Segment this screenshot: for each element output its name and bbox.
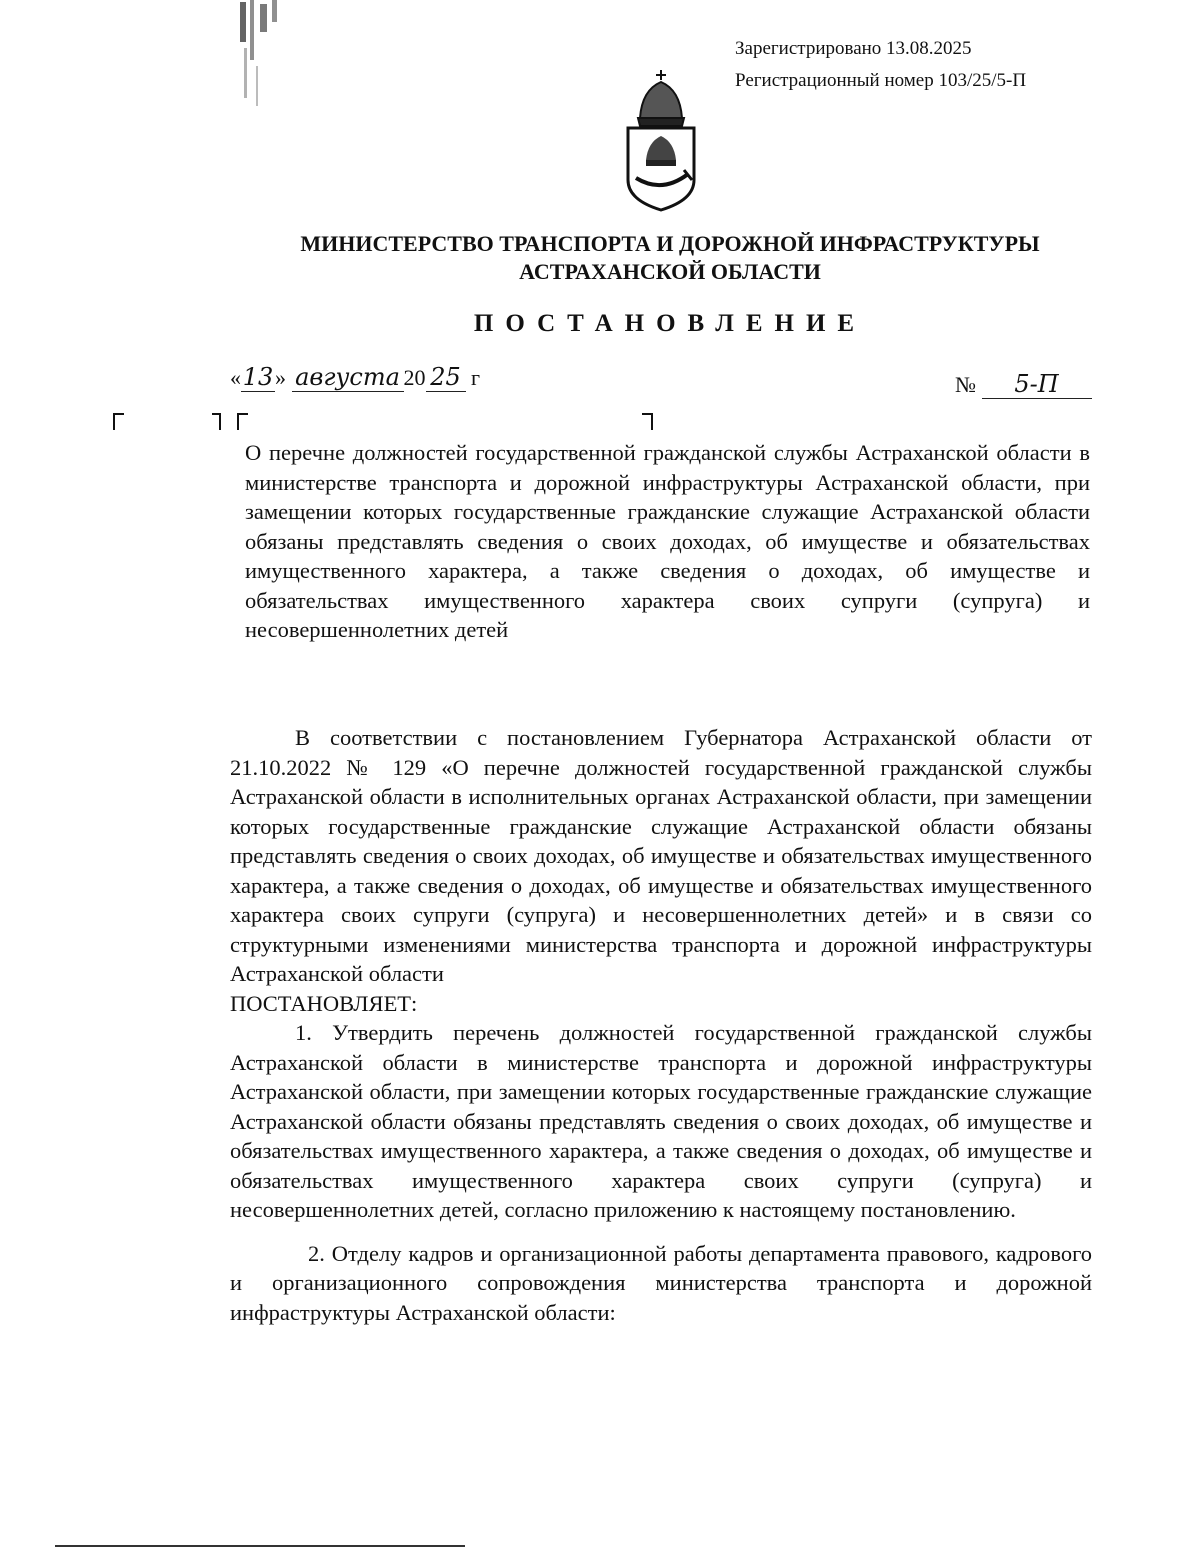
item-2-paragraph: 2. Отделу кадров и организационной работы департамента правового, кадрового и организационного сопровождения министерства транспорта и дорожной инфраструктуры Астраханской области: bbox=[230, 1240, 1092, 1325]
date-year-prefix: 20 bbox=[403, 365, 426, 390]
preamble-paragraph: В соответствии с постановлением Губернатора Астраханской области от 21.10.2022 № 129 «О перечне должностей государственной гражданской службы Астраханской области в исполнительных органах Астраханской области, при замещении которых государственные гражданские служащие Астраханской области обязаны представлять сведения о своих доходах, об имуществе и обязательствах имущественного характера, а также сведения о доходах, об имуществе и обязательствах имущественного характера своих супруги (супруга) и несовершеннолетних детей» и в связи со структурными изменениями министерства транспорта и дорожной инфраструктуры Астраханской области bbox=[230, 725, 1092, 986]
date-year-unit: г bbox=[471, 365, 481, 390]
registration-number: Регистрационный номер 103/25/5-П bbox=[735, 70, 1027, 91]
ministry-name bbox=[240, 230, 1100, 286]
number-label: № bbox=[955, 372, 976, 397]
date-day: 13 bbox=[242, 363, 274, 391]
document-body bbox=[230, 723, 1092, 1327]
document-type: ПОСТАНОВЛЕНИЕ bbox=[473, 310, 867, 337]
document-number bbox=[955, 370, 1092, 399]
corner-marks bbox=[112, 410, 672, 432]
document-date bbox=[230, 363, 480, 392]
corner-mark-bracket-right-1 bbox=[212, 414, 220, 430]
corner-mark-right bbox=[642, 414, 652, 430]
date-open-quote: « bbox=[230, 365, 241, 390]
date-close-quote: » bbox=[275, 365, 286, 390]
registration-date: Зарегистрировано 13.08.2025 bbox=[735, 38, 972, 59]
corner-mark-left bbox=[114, 414, 124, 430]
item-1-paragraph: 1. Утвердить перечень должностей государственной гражданской службы Астраханской области в министерстве транспорта и дорожной инфраструктуры Астраханской области, при замещении которых государственные гражданские служащие Астраханской области обязаны представлять сведения о своих доходах, об имуществе и обязательствах имущественного характера, а также сведения о доходах, об имуществе и обязательствах имущественного характера своих супруги (супруга) и несовершеннолетних детей, согласно приложению к настоящему постановлению. bbox=[230, 1020, 1092, 1222]
resolves-heading: ПОСТАНОВЛЯЕТ: bbox=[230, 990, 418, 1016]
number-value: 5-П bbox=[982, 370, 1092, 399]
date-month: августа bbox=[292, 363, 404, 392]
date-year-suffix: 25 bbox=[426, 363, 466, 392]
ministry-line-1: МИНИСТЕРСТВО ТРАНСПОРТА И ДОРОЖНОЙ ИНФРАСТРУКТУРЫ bbox=[300, 231, 1040, 256]
document-subject: О перечне должностей государственной гражданской службы Астраханской области в министерстве транспорта и дорожной инфраструктуры Астраханской области, при замещении которых государственные гражданские служащие Астраханской области обязаны представлять сведения о своих доходах, об имуществе и обязательствах имущественного характера, а также сведения о доходах, об имуществе и обязательствах имущественного характера своих супруги (супруга) и несовершеннолетних детей bbox=[245, 440, 1090, 642]
scan-noise-mark bbox=[232, 0, 302, 120]
ministry-line-2: АСТРАХАНСКОЙ ОБЛАСТИ bbox=[519, 259, 821, 284]
bottom-rule bbox=[55, 1545, 465, 1547]
corner-mark-bracket-left-2 bbox=[238, 414, 248, 430]
astrakhan-coat-of-arms-icon bbox=[622, 68, 700, 213]
